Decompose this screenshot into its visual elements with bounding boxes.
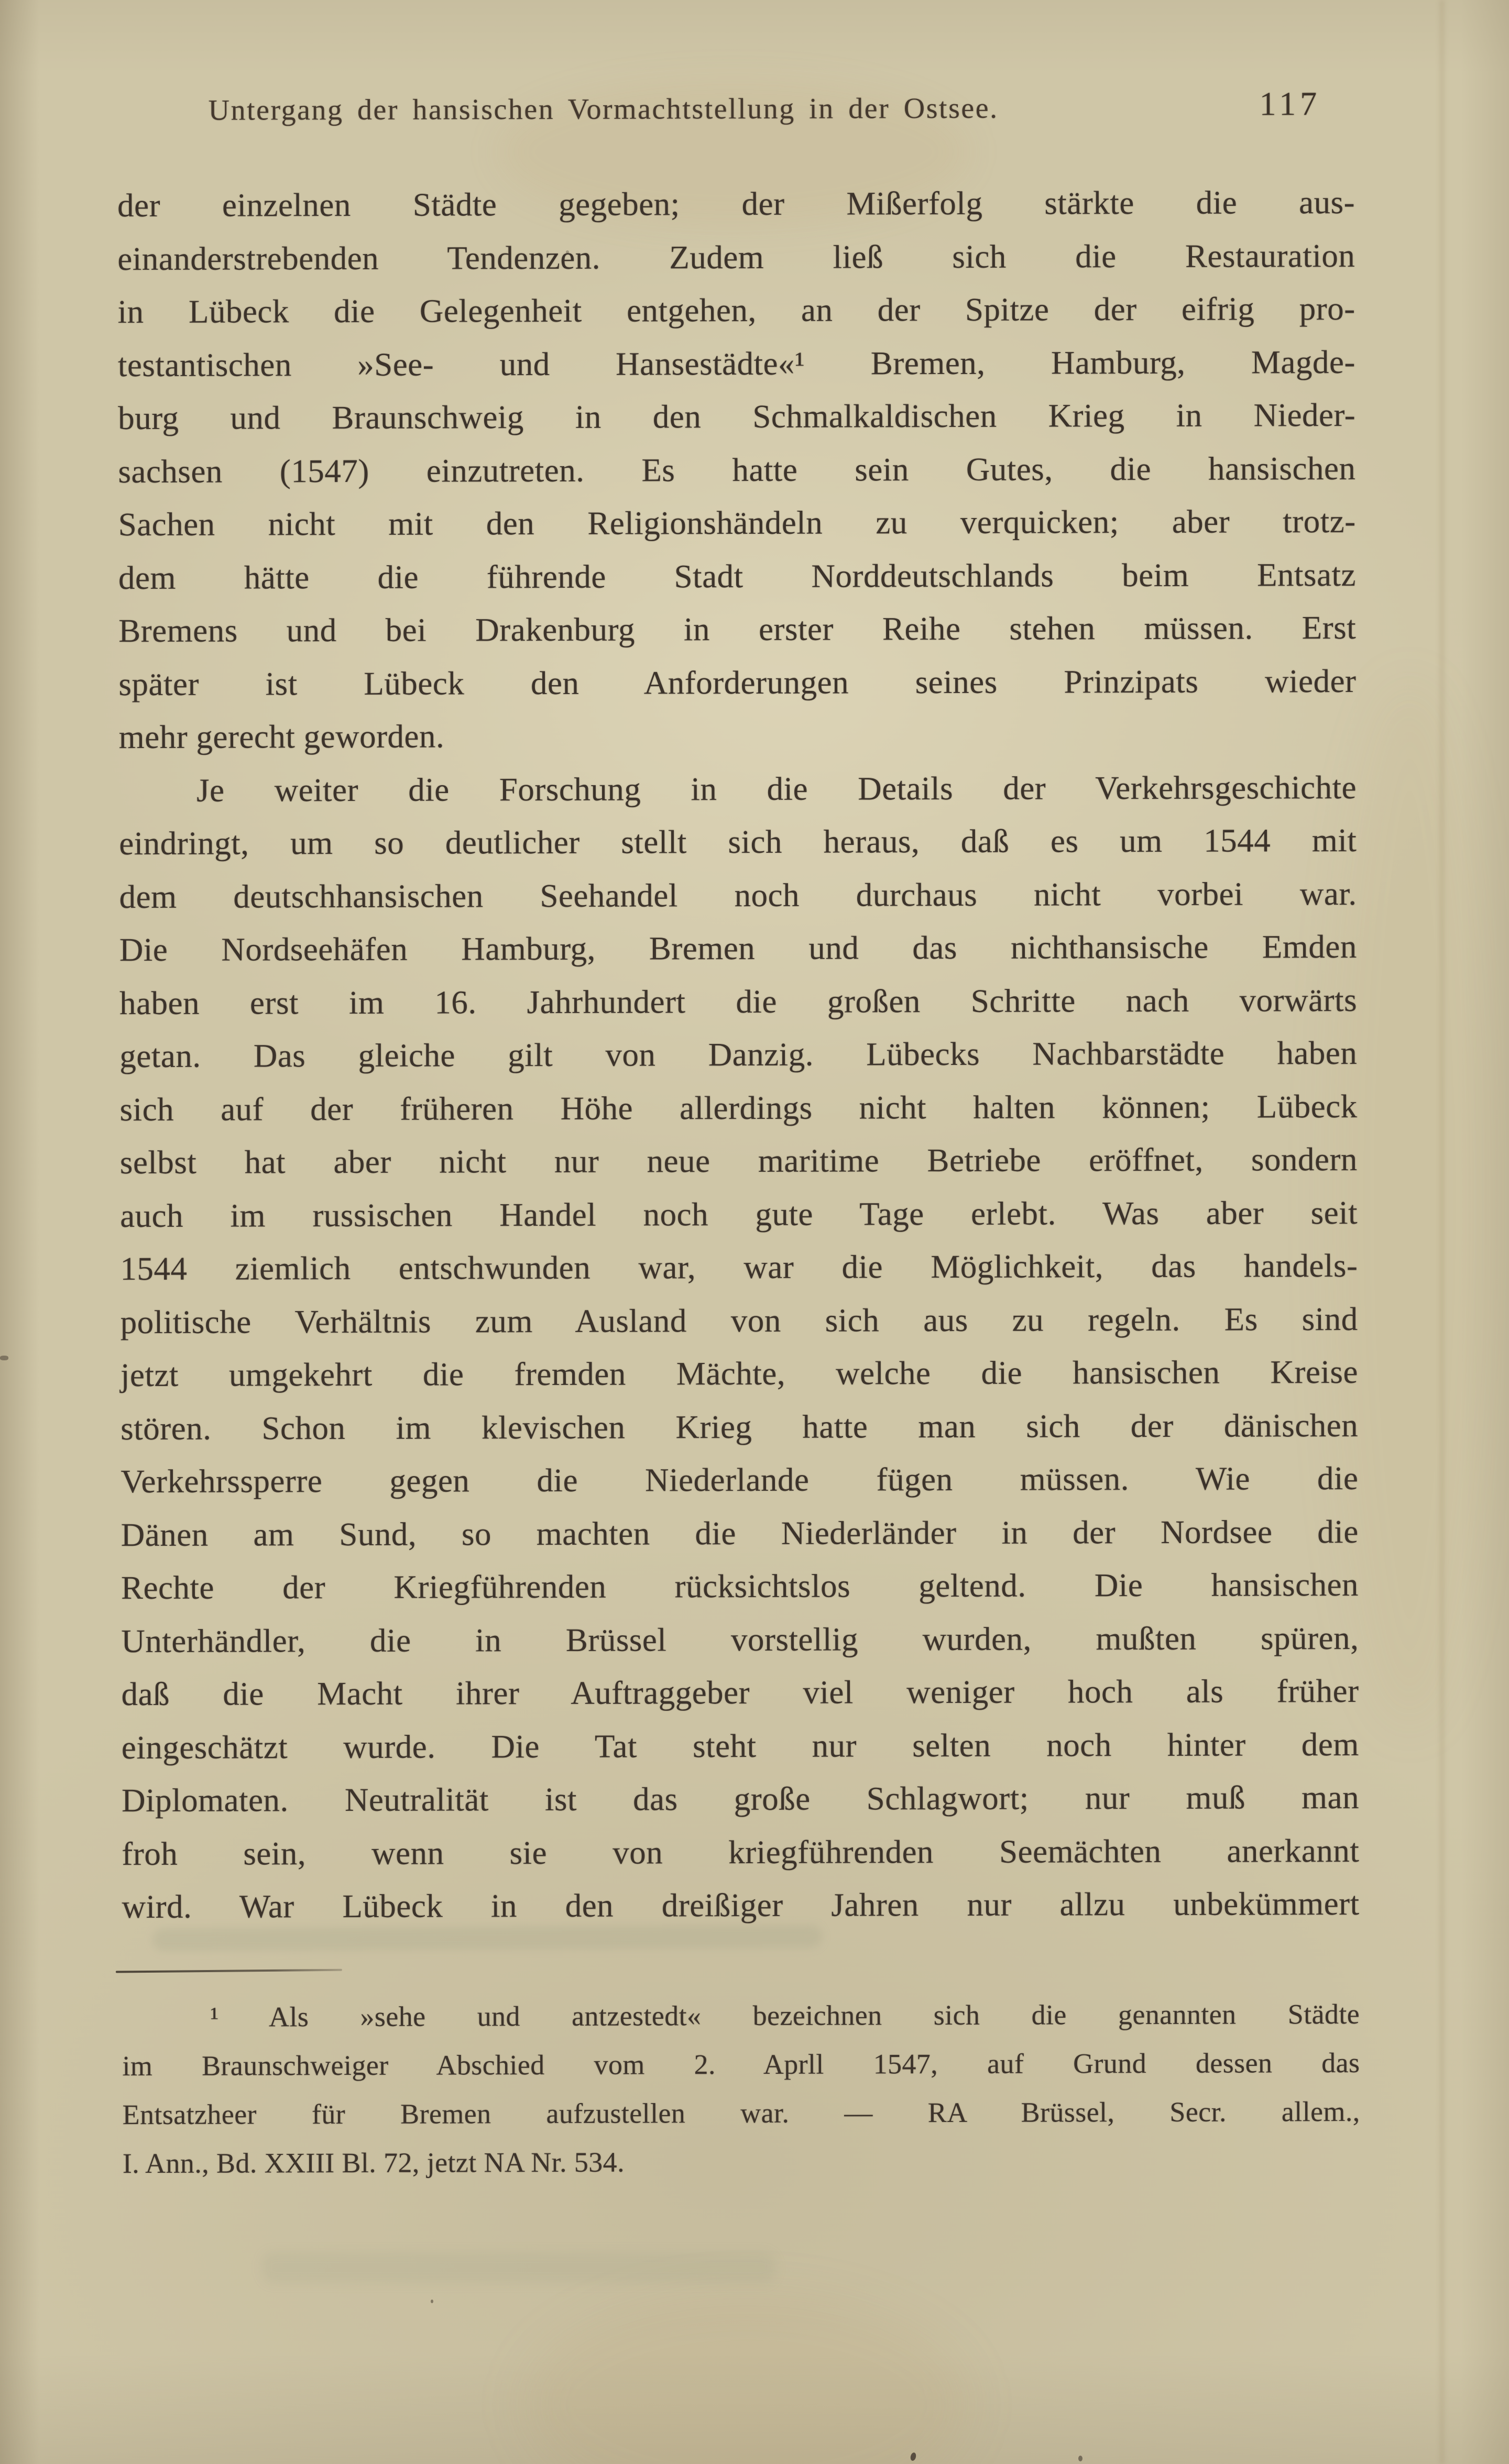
body-line: Bremens und bei Drakenburg in erster Reihe stehen müssen. Erst	[118, 609, 1357, 650]
body-line: Sachen nicht mit den Religionshändeln zu verquicken; aber trotz-	[118, 502, 1356, 543]
body-line: Rechte der Kriegführenden rücksichtslos geltend. Die hansischen	[121, 1566, 1359, 1607]
footnotes	[122, 1990, 1360, 2188]
body-line: froh sein, wenn sie von kriegführenden Seemächten anerkannt	[122, 1832, 1360, 1872]
body-line: Je weiter die Forschung in die Details der Verkehrsgeschichte	[196, 768, 1357, 809]
body-line: Die Nordseehäfen Hamburg, Bremen und das nichthansische Emden	[119, 928, 1357, 969]
body-line: sich auf der früheren Höhe allerdings nicht halten können; Lübeck	[119, 1087, 1358, 1128]
body-line: politische Verhältnis zum Ausland von sich aus zu regeln. Es sind	[120, 1300, 1358, 1340]
ink-speck	[566, 250, 569, 254]
body-line: später ist Lübeck den Anforderungen seines Prinzipats wieder	[118, 662, 1357, 702]
body-line: burg und Braunschweig in den Schmalkaldischen Krieg in Nieder-	[118, 396, 1356, 437]
body-line: 1544 ziemlich entschwunden war, war die Möglichkeit, das handels-	[120, 1247, 1358, 1288]
ink-speck	[0, 1356, 8, 1360]
body-line: Unterhändler, die in Brüssel vorstellig wurden, mußten spüren,	[121, 1619, 1359, 1659]
footnote-line: I. Ann., Bd. XXIII Bl. 72, jetzt NA Nr. 534.	[122, 2146, 625, 2180]
body-line: der einzelnen Städte gegeben; der Mißerfolg stärkte die aus-	[117, 183, 1355, 224]
body-line: einanderstrebenden Tendenzen. Zudem ließ sich die Restauration	[117, 237, 1355, 277]
footnote-line: Entsatzheer für Bremen aufzustellen war. — RA Brüssel, Secr. allem.,	[122, 2095, 1360, 2131]
body-line: auch im russischen Handel noch gute Tage erlebt. Was aber seit	[120, 1194, 1358, 1234]
body-line: eindringt, um so deutlicher stellt sich heraus, daß es um 1544 mit	[119, 821, 1357, 862]
body-line: jetzt umgekehrt die fremden Mächte, welche die hansischen Kreise	[120, 1353, 1359, 1394]
body-line: haben erst im 16. Jahrhundert die großen Schritte nach vorwärts	[119, 981, 1358, 1021]
body-line: getan. Das gleiche gilt von Danzig. Lübecks Nachbarstädte haben	[119, 1034, 1358, 1075]
footnote-line: ¹ Als »sehe und antzestedt« bezeichnen sich die genannten Städte	[210, 1998, 1360, 2033]
body-line: wird. War Lübeck in den dreißiger Jahren nur allzu unbekümmert	[122, 1885, 1360, 1926]
body-line: selbst hat aber nicht nur neue maritime Betriebe eröffnet, sondern	[119, 1140, 1358, 1181]
footnote-line: im Braunschweiger Abschied vom 2. Aprll 1547, auf Grund dessen das	[122, 2047, 1360, 2082]
body-line: Dänen am Sund, so machten die Niederländer in der Nordsee die	[121, 1513, 1359, 1553]
ink-speck	[431, 2300, 433, 2303]
body-line: in Lübeck die Gelegenheit entgehen, an der Spitze der eifrig pro-	[117, 290, 1355, 331]
body-line: Diplomaten. Neutralität ist das große Schlagwort; nur muß man	[121, 1778, 1360, 1819]
body-line: eingeschätzt wurde. Die Tat steht nur selten noch hinter dem	[121, 1725, 1359, 1766]
page-number: 117	[1259, 85, 1321, 123]
ink-speck	[1078, 2456, 1082, 2461]
body-line: daß die Macht ihrer Auftraggeber viel weniger hoch als früher	[121, 1672, 1359, 1713]
running-header-title: Untergang der hansischen Vormachtstellung in der Ostsee.	[208, 92, 999, 127]
body-line: mehr gerecht geworden.	[118, 718, 445, 756]
body-line: sachsen (1547) einzutreten. Es hatte sein Gutes, die hansischen	[118, 449, 1356, 490]
body-line: dem hätte die führende Stadt Norddeutschlands beim Entsatz	[118, 556, 1357, 596]
body-text	[117, 176, 1360, 1934]
body-line: stören. Schon im klevischen Krieg hatte man sich der dänischen	[121, 1406, 1359, 1447]
body-line: dem deutschhansischen Seehandel noch durchaus nicht vorbei war.	[119, 875, 1357, 915]
body-line: testantischen »See- und Hansestädte«¹ Bremen, Hamburg, Magde-	[117, 343, 1355, 383]
body-line: Verkehrssperre gegen die Niederlande fügen müssen. Wie die	[121, 1459, 1359, 1500]
footnote-separator	[116, 1969, 342, 1973]
